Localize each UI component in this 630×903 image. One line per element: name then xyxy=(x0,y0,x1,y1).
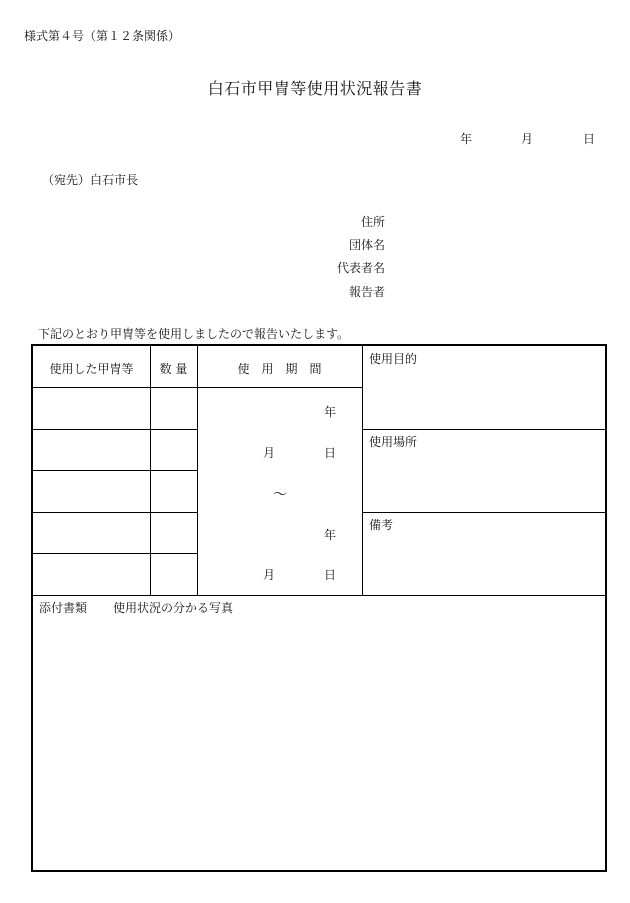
intro-text: 下記のとおり甲冑等を使用しましたので報告いたします。 xyxy=(38,327,350,341)
sender-address-label: 住所 xyxy=(360,215,385,229)
period-start-year: 年 xyxy=(324,405,337,419)
attachments-value: 使用状況の分かる写真 xyxy=(113,601,234,615)
period-end-month: 月 xyxy=(263,568,276,582)
remarks-label: 備考 xyxy=(369,518,394,532)
header-armor: 使用した甲冑等 xyxy=(49,362,134,376)
form-number: 様式第４号（第１２条関係） xyxy=(24,29,181,43)
date-day-label: 日 xyxy=(583,132,596,146)
period-end-day: 日 xyxy=(324,568,337,582)
table-line xyxy=(33,512,198,513)
table-line xyxy=(33,595,607,596)
sender-reporter-label: 報告者 xyxy=(348,285,385,299)
date-year-label: 年 xyxy=(460,132,473,146)
period-start-month: 月 xyxy=(263,446,276,460)
table-line xyxy=(33,429,198,430)
sender-representative-label: 代表者名 xyxy=(336,261,385,275)
header-quantity: 数 量 xyxy=(159,362,188,376)
period-end-year: 年 xyxy=(324,528,337,542)
document-title: 白石市甲冑等使用状況報告書 xyxy=(207,79,423,98)
period-tilde: ～ xyxy=(273,487,287,503)
sender-organization-label: 団体名 xyxy=(348,238,385,252)
table-line xyxy=(33,553,198,554)
table-line xyxy=(362,429,607,430)
table-line xyxy=(362,512,607,513)
addressee: （宛先）白石市長 xyxy=(42,173,139,187)
table-line xyxy=(33,387,363,388)
date-month-label: 月 xyxy=(521,132,534,146)
period-start-day: 日 xyxy=(324,446,337,460)
attachments-label: 添付書類 xyxy=(39,601,88,615)
table-line xyxy=(33,470,198,471)
header-period: 使 用 期 間 xyxy=(237,362,322,376)
report-table xyxy=(31,344,607,872)
purpose-label: 使用目的 xyxy=(369,352,418,366)
place-label: 使用場所 xyxy=(369,435,418,449)
table-line xyxy=(362,346,363,595)
